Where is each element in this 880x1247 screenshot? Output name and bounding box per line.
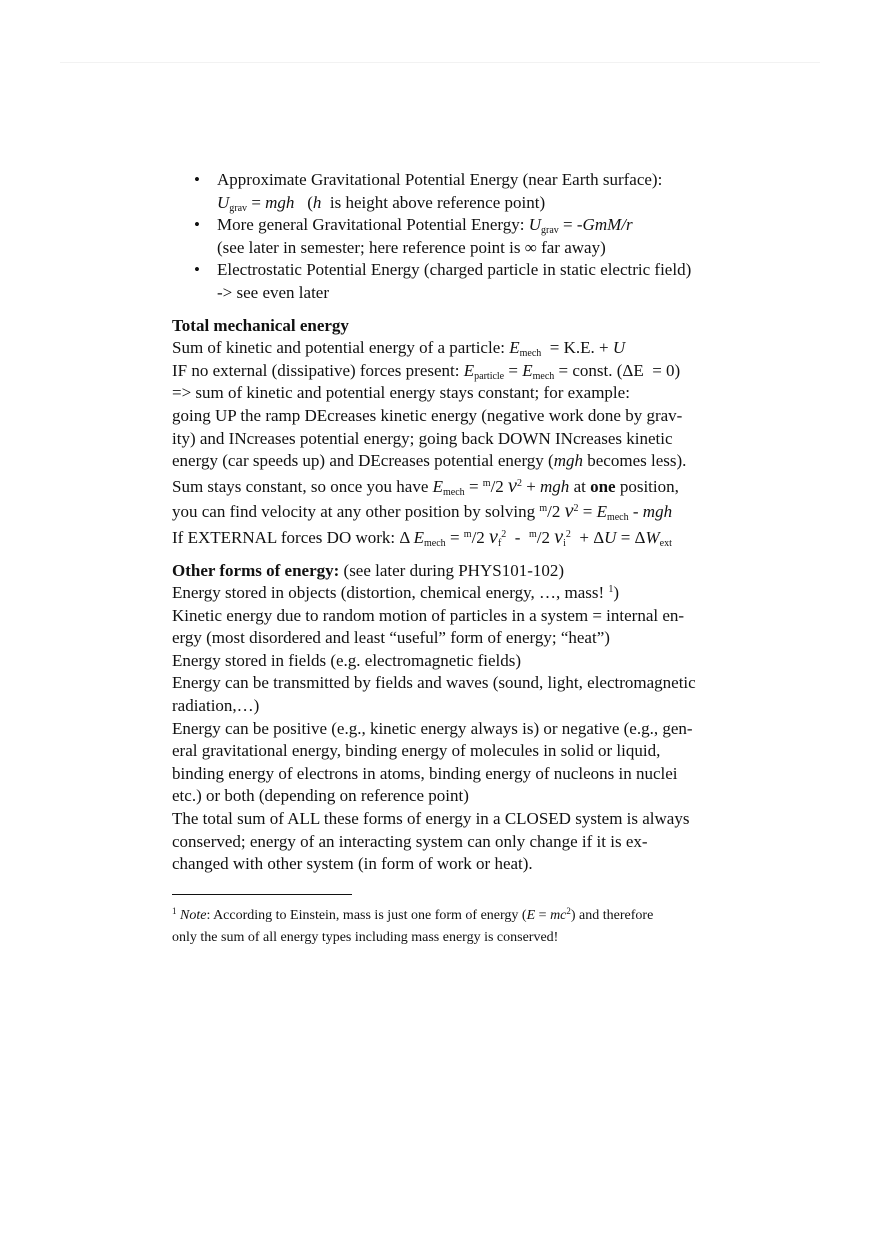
footnote-rule bbox=[172, 894, 352, 895]
section-heading: Other forms of energy: bbox=[172, 560, 340, 580]
list-item: • Approximate Gravitational Potential Energy (near Earth surface): $U_{grav}$ = mgh (h is height above reference point) bbox=[194, 170, 663, 214]
mechanical-energy-section: Total mechanical energy Sum of kinetic and potential energy of a particle: $E_{mech} = K.E$. + U IF no external (dissipative) forces present: $E_{particle} = E_{mech}$ = const. (ΔE = 0) => sum of kinetic and potential energy stays constant; for example: going UP the ramp DEcreases kinetic energy (negative work done by grav- ity) and INcreases potential energy; going back DOWN INcreases kinetic energy (car speeds up) and DEcreases potential energy (mgh becomes less). Sum stays constant, so once you have $E_{mech} = ^m/2$ $v^2$ + mgh at one position, you can find velocity at any other position by solving $^m$/2 $v^2 = E_{mech}$ - mgh If EXTERNAL forces DO work: Δ $E_{mech} = ^m/2$ $v_f^2 - ^m/2$ $v_i^2 + \Delta U = \Delta W_{ext}$ bbox=[172, 315, 712, 550]
other-energy-section: Other forms of energy: (see later during PHYS101-102) Energy stored in objects (distortion, chemical energy, …, mass! $^1$) Kinetic energy due to random motion of particles in a system = internal en- ergy (most disordered and least “useful” form of energy; “heat”) Energy stored in fields (e.g. electromagnetic fields) Energy can be transmitted by fields and waves (sound, light, electromagnetic radiation,…) Energy can be positive (e.g., kinetic energy always is) or negative (e.g., gen- eral gravitational energy, binding energy of molecules in solid or liquid, binding energy of electrons in atoms, binding energy of nucleons in nuclei etc.) or both (depending on reference point) The total sum of ALL these forms of energy in a CLOSED system is always conserved; energy of an interacting system can only change if it is ex- changed with other system (in form of work or heat). bbox=[172, 560, 696, 874]
bullet-icon: • bbox=[194, 215, 200, 235]
list-item: • Electrostatic Potential Energy (charged particle in static electric field) -> see even later bbox=[194, 260, 692, 302]
top-rule bbox=[60, 62, 820, 63]
footnote-ref: 1 bbox=[608, 584, 614, 596]
page-content bbox=[172, 169, 712, 949]
section-heading: Total mechanical energy bbox=[172, 315, 349, 335]
bullet-icon: • bbox=[194, 170, 200, 189]
list-item: • More general Gravitational Potential Energy: $U_{grav} = -GmM/r$ (see later in semester; here reference point is ∞ far away) bbox=[194, 215, 633, 257]
potential-energy-list bbox=[172, 169, 712, 305]
bullet-icon: • bbox=[194, 260, 200, 280]
footnote: $^1$ Note: According to Einstein, mass is just one form of energy $(E = mc^2)$ and therefore only the sum of all energy types including mass energy is conserved! bbox=[172, 905, 654, 945]
